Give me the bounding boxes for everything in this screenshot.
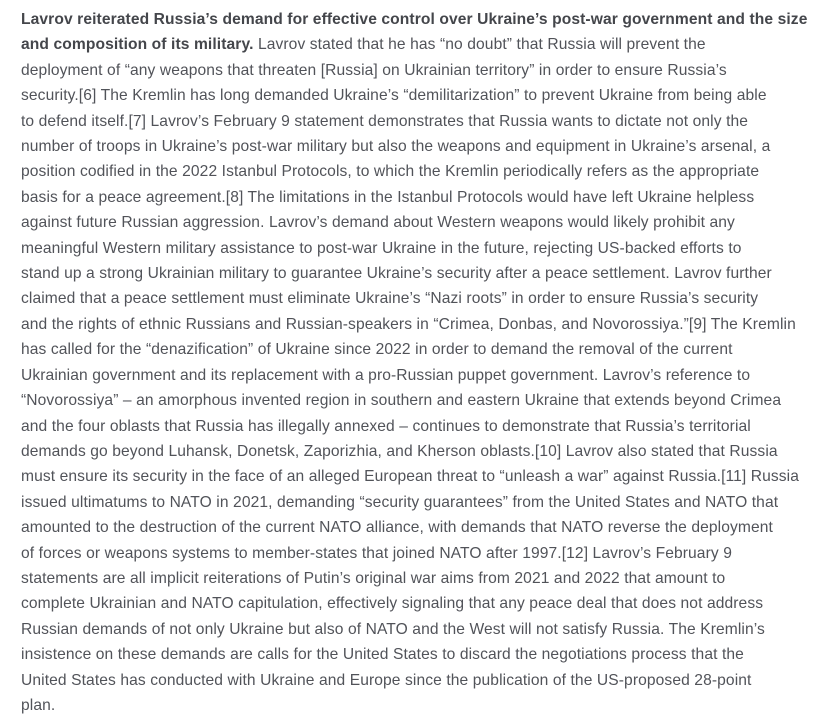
text-line (21, 337, 808, 362)
body-text: United States has conducted with Ukraine and Europe since the publication of the US-proposed 28-point (21, 671, 752, 689)
text-line (21, 185, 808, 210)
body-text: statements are all implicit reiterations of Putin’s original war aims from 2021 and 2022 that amount to (21, 569, 726, 587)
text-line (21, 439, 808, 464)
text-line (21, 464, 808, 489)
body-text: and the rights of ethnic Russians and Russian-speakers in “Crimea, Donbas, and Novorossiya.”[9] The Kremlin (21, 315, 796, 333)
text-line (21, 388, 808, 413)
text-line (21, 617, 808, 642)
body-text: claimed that a peace settlement must eliminate Ukraine’s “Nazi roots” in order to ensure Russia’s security (21, 290, 759, 308)
text-line (21, 541, 808, 566)
text-line (21, 58, 808, 83)
body-text: basis for a peace agreement.[8] The limitations in the Istanbul Protocols would have left Ukraine helpless (21, 188, 755, 206)
body-text: issued ultimatums to NATO in 2021, demanding “security guarantees” from the United States and NATO that (21, 493, 779, 511)
body-text: position codified in the 2022 Istanbul Protocols, to which the Kremlin periodically refers as the appropriate (21, 163, 760, 181)
body-text: number of troops in Ukraine’s post-war military but also the weapons and equipment in Ukraine’s arsenal, a (21, 138, 771, 156)
body-text: to defend itself.[7] Lavrov’s February 9 statement demonstrates that Russia wants to dictate not only the (21, 112, 749, 130)
text-line (21, 515, 808, 540)
text-line (21, 642, 808, 667)
text-line (21, 236, 808, 261)
text-line (21, 159, 808, 184)
body-text: meaningful Western military assistance to post-war Ukraine in the future, rejecting US-backed efforts to (21, 239, 742, 257)
body-text: and the four oblasts that Russia has illegally annexed – continues to demonstrate that Russia’s territorial (21, 417, 751, 435)
text-line (21, 693, 808, 718)
text-line (21, 210, 808, 235)
body-text: plan. (21, 696, 56, 714)
body-text: Lavrov stated that he has “no doubt” that Russia will prevent the (253, 36, 706, 54)
body-text: stand up a strong Ukrainian military to guarantee Ukraine’s security after a peace settlement. Lavrov further (21, 265, 772, 283)
bold-lead-sentence: and composition of its military. (21, 36, 254, 54)
body-text: amounted to the destruction of the current NATO alliance, with demands that NATO reverse the deployment (21, 519, 773, 537)
body-text: security.[6] The Kremlin has long demanded Ukraine’s “demilitarization” to prevent Ukraine from being able (21, 87, 767, 105)
body-text: must ensure its security in the face of an alleged European threat to “unleash a war” against Russia.[11] Russia (21, 468, 800, 486)
body-text: insistence on these demands are calls for the United States to discard the negotiations process that the (21, 646, 744, 664)
text-line (21, 566, 808, 591)
text-line (21, 668, 808, 693)
text-line (21, 414, 808, 439)
text-line (21, 109, 808, 134)
body-text: Russian demands of not only Ukraine but also of NATO and the West will not satisfy Russia. The Kremlin’s (21, 620, 765, 638)
text-line (21, 7, 808, 32)
text-line (21, 261, 808, 286)
bold-lead-sentence: Lavrov reiterated Russia’s demand for effective control over Ukraine’s post-war government and the size (21, 11, 808, 28)
text-line (21, 363, 808, 388)
text-line (21, 490, 808, 515)
body-text: demands go beyond Luhansk, Donetsk, Zaporizhia, and Kherson oblasts.[10] Lavrov also stated that Russia (21, 442, 778, 460)
body-text: “Novorossiya” – an amorphous invented region in southern and eastern Ukraine that extends beyond Crimea (21, 392, 782, 410)
text-line (21, 83, 808, 108)
text-line (21, 312, 808, 337)
body-text: Ukrainian government and its replacement with a pro-Russian puppet government. Lavrov’s reference to (21, 366, 751, 384)
text-line (21, 286, 808, 311)
text-line (21, 591, 808, 616)
text-line (21, 134, 808, 159)
body-text: has called for the “denazification” of Ukraine since 2022 in order to demand the removal of the current (21, 341, 733, 359)
body-text: complete Ukrainian and NATO capitulation, effectively signaling that any peace deal that does not address (21, 595, 764, 613)
body-text: of forces or weapons systems to member-states that joined NATO after 1997.[12] Lavrov’s February 9 (21, 544, 732, 562)
body-text: against future Russian aggression. Lavrov’s demand about Western weapons would likely prohibit any (21, 214, 735, 232)
text-line (21, 32, 808, 57)
body-text: deployment of “any weapons that threaten [Russia] on Ukrainian territory” in order to ensure Russia’s (21, 61, 727, 79)
